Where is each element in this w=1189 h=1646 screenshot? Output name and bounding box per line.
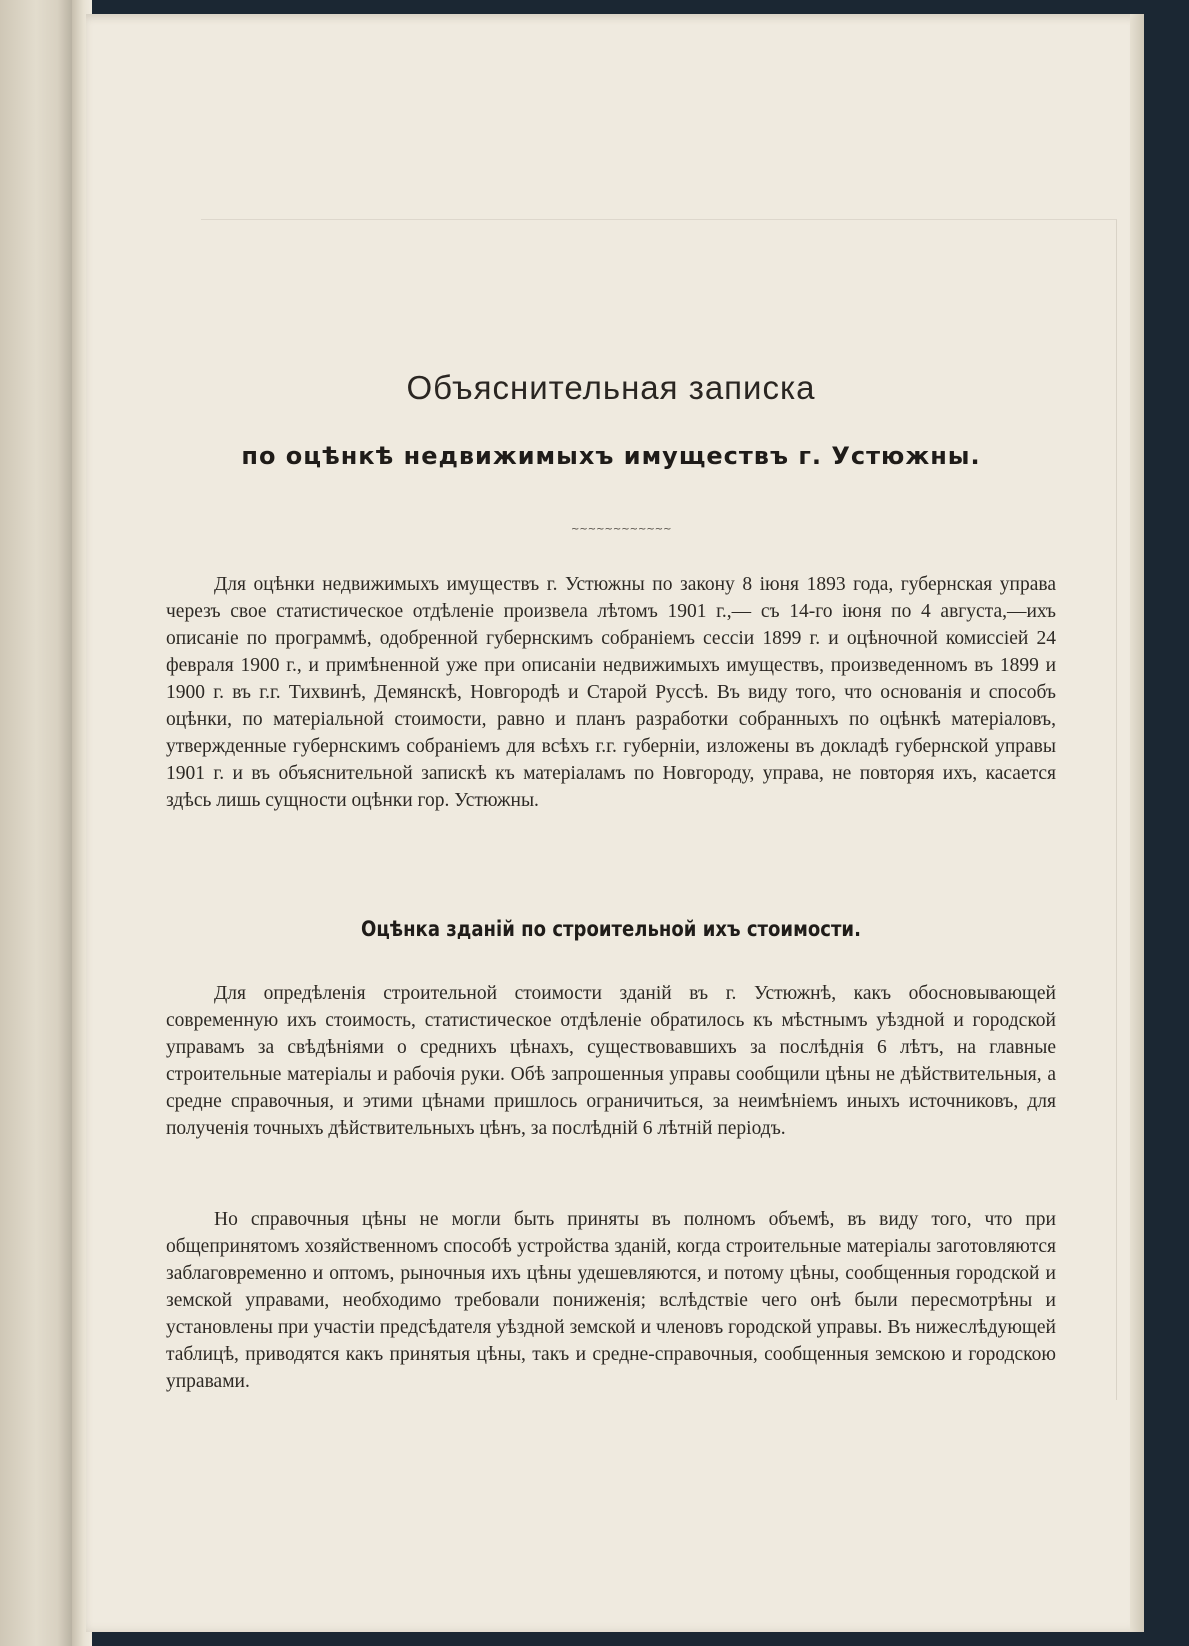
- paragraph-prices: Для опредѣленія строительной стоимости зданій въ г. Устюжнѣ, какъ обосновывающей современную ихъ стоимость, статистическое отдѣленіе обратилось къ мѣстнымъ уѣздной и городской управамъ за свѣдѣніями о среднихъ цѣнахъ, существовавшихъ за послѣднія 6 лѣтъ, на главные строительные матеріалы и рабочія руки. Обѣ запрошенныя управы сообщили цѣны не дѣйствительныя, а средне справочныя, и этими цѣнами пришлось ограничиться, за неимѣніемъ иныхъ источниковъ, для полученія точныхъ дѣйствительныхъ цѣнъ, за послѣдній 6 лѣтній періодъ.: [166, 983, 1056, 1139]
- left-page-edge: [0, 0, 72, 1646]
- decorative-rule: ~~~~~~~~~~~~: [571, 524, 672, 535]
- paragraph-reference-prices: Но справочныя цѣны не могли быть приняты въ полномъ объемѣ, въ виду того, что при общепринятомъ хозяйственномъ способѣ устройства зданій, когда строительные матеріалы заготовляются заблаговременно и оптомъ, рыночныя ихъ цѣны удешевляются, и потому цѣны, сообщенныя городской и земской управами, необходимо требовали пониженія; вслѣдствіе чего онѣ были пересмотрѣны и установлены при участіи предсѣдателя уѣздной земской и членовъ городской управы. Въ нижеслѣдующей таблицѣ, приводятся какъ принятыя цѣны, такъ и средне-справочныя, сообщенныя земскою и городскою управами.: [166, 1209, 1056, 1392]
- page: [86, 14, 1144, 1632]
- section-heading: Оцѣнка зданій по строительной ихъ стоимости.: [361, 917, 861, 941]
- paragraph-intro: Для оцѣнки недвижимыхъ имуществъ г. Устюжны по закону 8 іюня 1893 года, губернская управа черезъ свое статистическое отдѣленіе произвела лѣтомъ 1901 г.,— съ 14-го іюня по 4 августа,—ихъ описаніе по программѣ, одобренной губернскимъ собраніемъ сессіи 1899 г. и оцѣночной комиссіей 24 февраля 1900 г., и примѣненной уже при описаніи недвижимыхъ имуществъ, произведенномъ въ 1899 и 1900 г. въ г.г. Тихвинѣ, Демянскѣ, Новгородѣ и Старой Руссѣ. Въ виду того, что основанія и способъ оцѣнки, по матеріальной стоимости, равно и планъ разработки собранныхъ по оцѣнкѣ матеріаловъ, утвержденные губернскимъ собраніемъ для всѣхъ г.г. губерніи, изложены въ докладѣ губернской управы 1901 г. и въ объяснительной запискѣ къ матеріаламъ по Новгороду, управа, не повторяя ихъ, касается здѣсь лишь сущности оцѣнки гор. Устюжны.: [166, 574, 1056, 811]
- page-right-edge: [1130, 14, 1144, 1632]
- document-title: Объяснительная записка: [406, 369, 816, 406]
- document-subtitle: по оцѣнкѣ недвижимыхъ имуществъ г. Устюжны.: [241, 442, 981, 470]
